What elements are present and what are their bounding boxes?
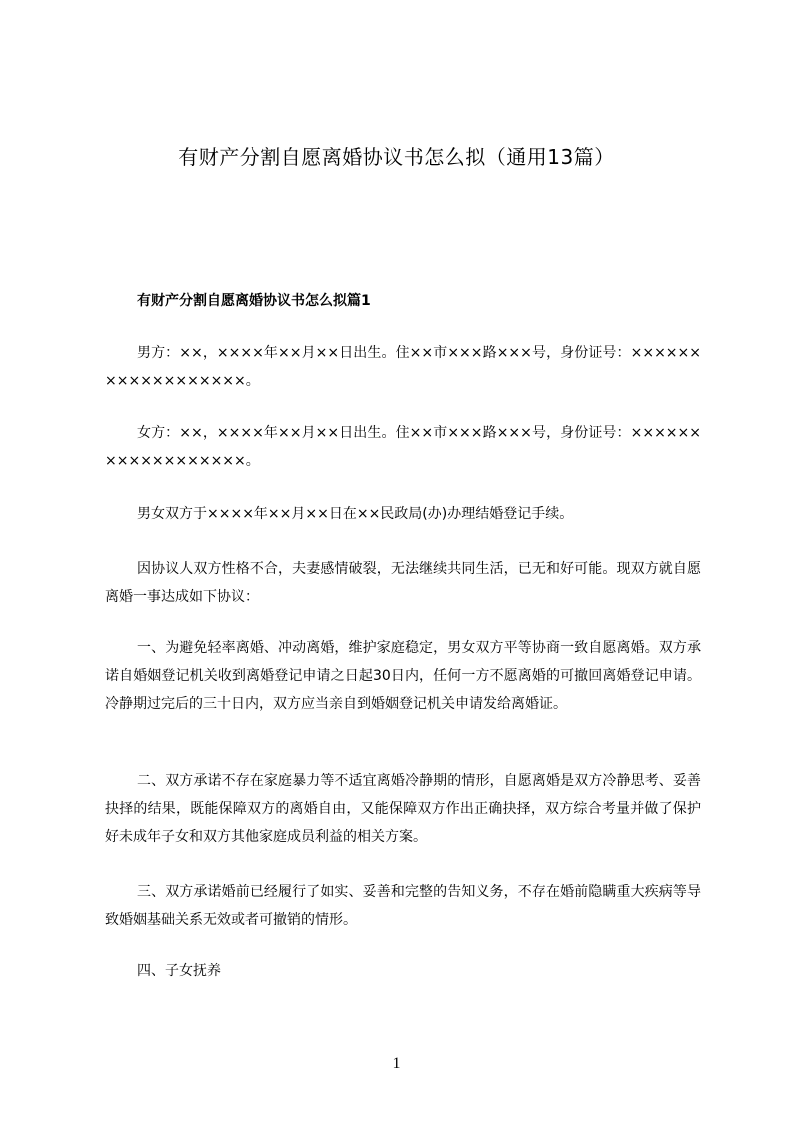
paragraph-marriage-registration: 男女双方于××××年××月××日在××民政局(办)办理结婚登记手续。 [137,506,574,522]
paragraph-reason: 因协议人双方性格不合，夫妻感情破裂，无法继续共同生活，已无和好可能。现双方就自愿离婚一事达成如下协议： [105,561,701,605]
paragraph-clause-3: 三、双方承诺婚前已经履行了如实、妥善和完整的告知义务，不存在婚前隐瞒重大疾病等导致婚姻基础关系无效或者可撤销的情形。 [105,884,701,928]
page-number: 1 [392,1055,401,1072]
paragraph-male-party: 男方：××，××××年××月××日出生。住××市×××路×××号，身份证号：××××××××××××××××××。 [105,345,701,389]
paragraph-clause-4: 四、子女抚养 [137,963,221,979]
paragraph-clause-1: 一、为避免轻率离婚、冲动离婚，维护家庭稳定，男女双方平等协商一致自愿离婚。双方承诺自婚姻登记机关收到离婚登记申请之日起30日内，任何一方不愿离婚的可撤回离婚登记申请。冷静期过完后的三十日内，双方应当亲自到婚姻登记机关申请发给离婚证。 [105,640,701,712]
paragraph-clause-2: 二、双方承诺不存在家庭暴力等不适宜离婚冷静期的情形，自愿离婚是双方冷静思考、妥善抉择的结果，既能保障双方的离婚自由，又能保障双方作出正确抉择，双方综合考量并做了保护好未成年子女和双方其他家庭成员利益的相关方案。 [105,773,701,845]
section-heading: 有财产分割自愿离婚协议书怎么拟篇1 [137,293,371,309]
document-title: 有财产分割自愿离婚协议书怎么拟（通用13篇） [178,145,615,169]
paragraph-female-party: 女方：××，××××年××月××日出生。住××市×××路×××号，身份证号：××××××××××××××××××。 [105,425,701,469]
